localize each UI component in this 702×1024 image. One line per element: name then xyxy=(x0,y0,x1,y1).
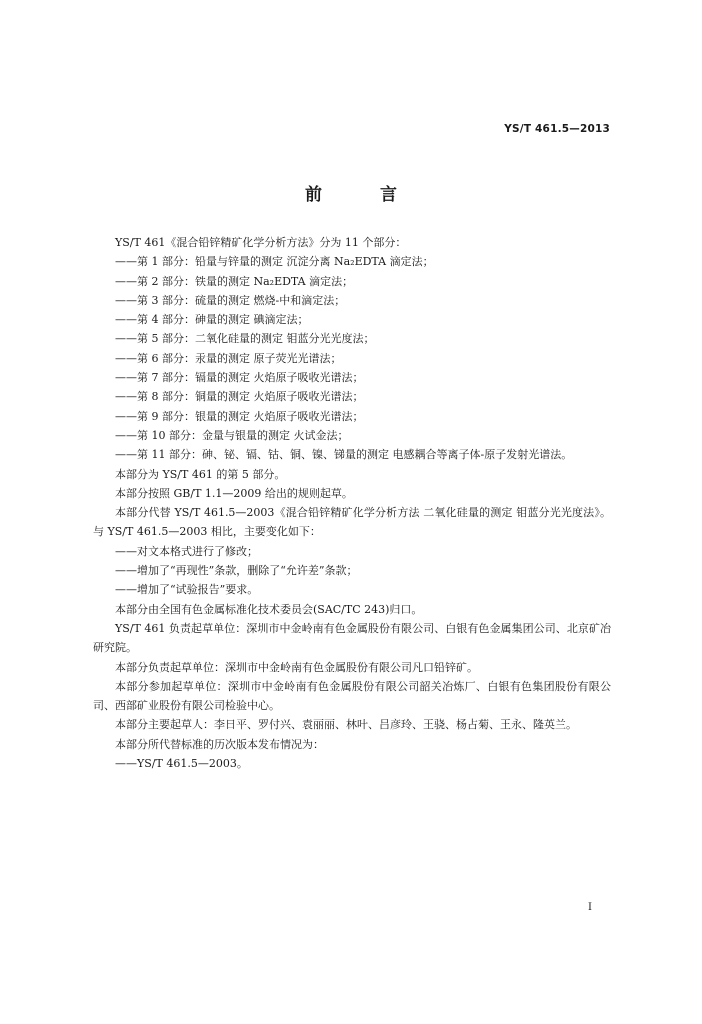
list-item-part-5: ——第 5 部分：二氧化硅量的测定 钼蓝分光光度法； xyxy=(115,332,375,346)
change-item-3: ——增加了“试验报告”要求。 xyxy=(115,583,259,597)
list-item-part-1: ——第 1 部分：铅量与锌量的测定 沉淀分离 Na₂EDTA 滴定法； xyxy=(115,255,434,269)
paragraph-committee: 本部分由全国有色金属标准化技术委员会(SAC/TC 243)归口。 xyxy=(115,602,423,616)
list-item-part-2: ——第 2 部分：铁量的测定 Na₂EDTA 滴定法； xyxy=(115,274,354,288)
paragraph-drafting-rules: 本部分按照 GB/T 1.1—2009 给出的规则起草。 xyxy=(115,486,353,500)
list-item-part-7: ——第 7 部分：镉量的测定 火焰原子吸收光谱法； xyxy=(115,371,364,385)
standard-code: YS/T 461.5—2013 xyxy=(504,123,610,135)
list-item-part-10: ——第 10 部分：金量与银量的测定 火试金法； xyxy=(115,428,349,442)
paragraph-part-statement: 本部分为 YS/T 461 的第 5 部分。 xyxy=(115,467,286,481)
paragraph-replaces: 本部分代替 YS/T 461.5—2003《混合铅锌精矿化学分析方法 二氧化硅量的测定 钼蓝分光光度法》。与 YS/T 461.5—2003 相比，主要变化如下： xyxy=(93,506,611,539)
change-item-2: ——增加了“再现性”条款，删除了“允许差”条款； xyxy=(115,564,358,578)
change-item-1: ——对文本格式进行了修改； xyxy=(115,544,258,558)
page-title: 前 言 xyxy=(305,185,423,205)
list-item-part-3: ——第 3 部分：硫量的测定 燃烧-中和滴定法； xyxy=(115,293,346,307)
history-item-1: ——YS/T 461.5—2003。 xyxy=(115,757,248,771)
list-item-part-6: ——第 6 部分：汞量的测定 原子荧光光谱法； xyxy=(115,351,342,365)
foreword-body xyxy=(93,233,611,773)
list-item-part-11: ——第 11 部分：砷、铋、镉、钴、铜、镍、锑量的测定 电感耦合等离子体-原子发射光谱法。 xyxy=(115,448,573,462)
list-item-part-4: ——第 4 部分：砷量的测定 碘滴定法； xyxy=(115,313,309,327)
list-item-part-9: ——第 9 部分：银量的测定 火焰原子吸收光谱法； xyxy=(115,409,364,423)
paragraph-history: 本部分所代替标准的历次版本发布情况为： xyxy=(115,737,324,751)
paragraph-intro: YS/T 461《混合铅锌精矿化学分析方法》分为 11 个部分： xyxy=(115,236,407,249)
list-item-part-8: ——第 8 部分：铜量的测定 火焰原子吸收光谱法； xyxy=(115,390,364,404)
page-number: I xyxy=(588,902,592,913)
paragraph-responsible-units: YS/T 461 负责起草单位：深圳市中金岭南有色金属股份有限公司、白银有色金属集团公司、北京矿冶研究院。 xyxy=(93,621,611,655)
paragraph-part-responsible-unit: 本部分负责起草单位：深圳市中金岭南有色金属股份有限公司凡口铅锌矿。 xyxy=(115,660,478,674)
paragraph-participating-units: 本部分参加起草单位：深圳市中金岭南有色金属股份有限公司韶关冶炼厂、白银有色集团股份有限公司、西部矿业股份有限公司检验中心。 xyxy=(93,679,611,713)
paragraph-drafters: 本部分主要起草人：李日平、罗付兴、袁丽丽、林叶、吕彦玲、王骁、杨占菊、王永、隆英兰。 xyxy=(115,718,577,732)
